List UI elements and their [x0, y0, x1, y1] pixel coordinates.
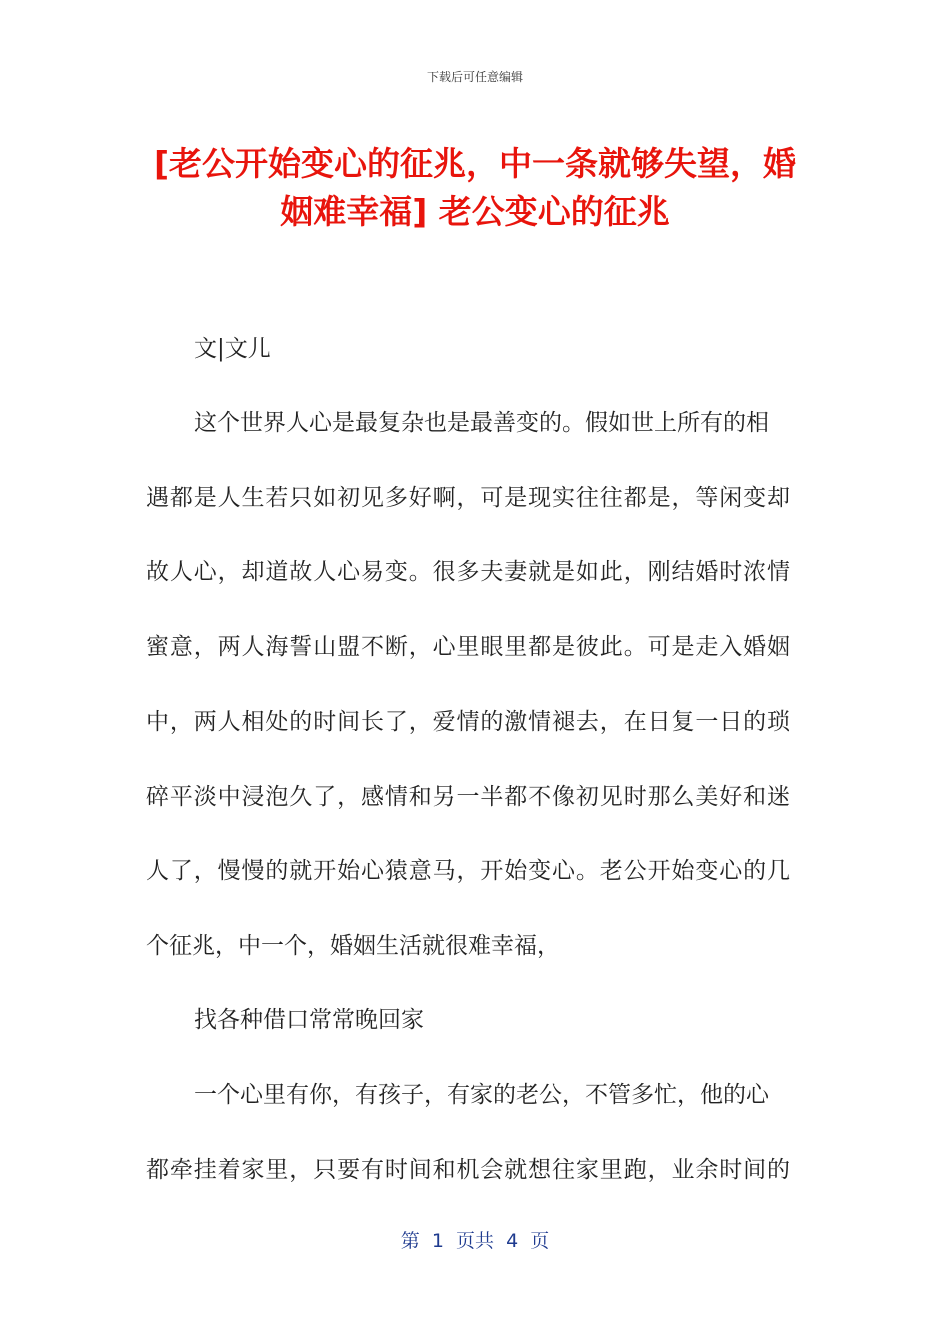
paragraph1-line-3: 故人心，却道故人心易变。很多夫妻就是如此，刚结婚时浓情 [146, 559, 790, 585]
header-note: 下载后可任意编辑 [426, 70, 523, 84]
paragraph2-line-1: 一个心里有你，有孩子，有家的老公，不管多忙，他的心 [194, 1082, 769, 1108]
page-footer: 第 1 页共 4 页 [400, 1230, 550, 1252]
author-line: 文|文儿 [194, 336, 271, 362]
paragraph1-line-5: 中，两人相处的时间长了，爱情的激情褪去，在日复一日的琐 [146, 709, 790, 735]
paragraph1-line-6: 碎平淡中浸泡久了，感情和另一半都不像初见时那么美好和迷 [146, 784, 790, 810]
title-line-2: 姻难幸福] 老公变心的征兆 [280, 192, 670, 231]
paragraph1-line-7: 人了，慢慢的就开始心猿意马，开始变心。老公开始变心的几 [146, 858, 790, 884]
paragraph1-line-2: 遇都是人生若只如初见多好啊，可是现实往往都是，等闲变却 [146, 485, 790, 511]
paragraph1-line-4: 蜜意，两人海誓山盟不断，心里眼里都是彼此。可是走入婚姻 [146, 634, 790, 660]
paragraph2-line-2: 都牵挂着家里，只要有时间和机会就想往家里跑，业余时间的 [146, 1157, 790, 1183]
paragraph1-line-8: 个征兆，中一个，婚姻生活就很难幸福， [146, 933, 560, 959]
title-line-1: [老公开始变心的征兆，中一条就够失望，婚 [153, 144, 797, 183]
document-title [140, 140, 810, 236]
section-subheading: 找各种借口常常晚回家 [194, 1007, 424, 1033]
paragraph1-line-1: 这个世界人心是最复杂也是最善变的。假如世上所有的相 [194, 410, 769, 436]
